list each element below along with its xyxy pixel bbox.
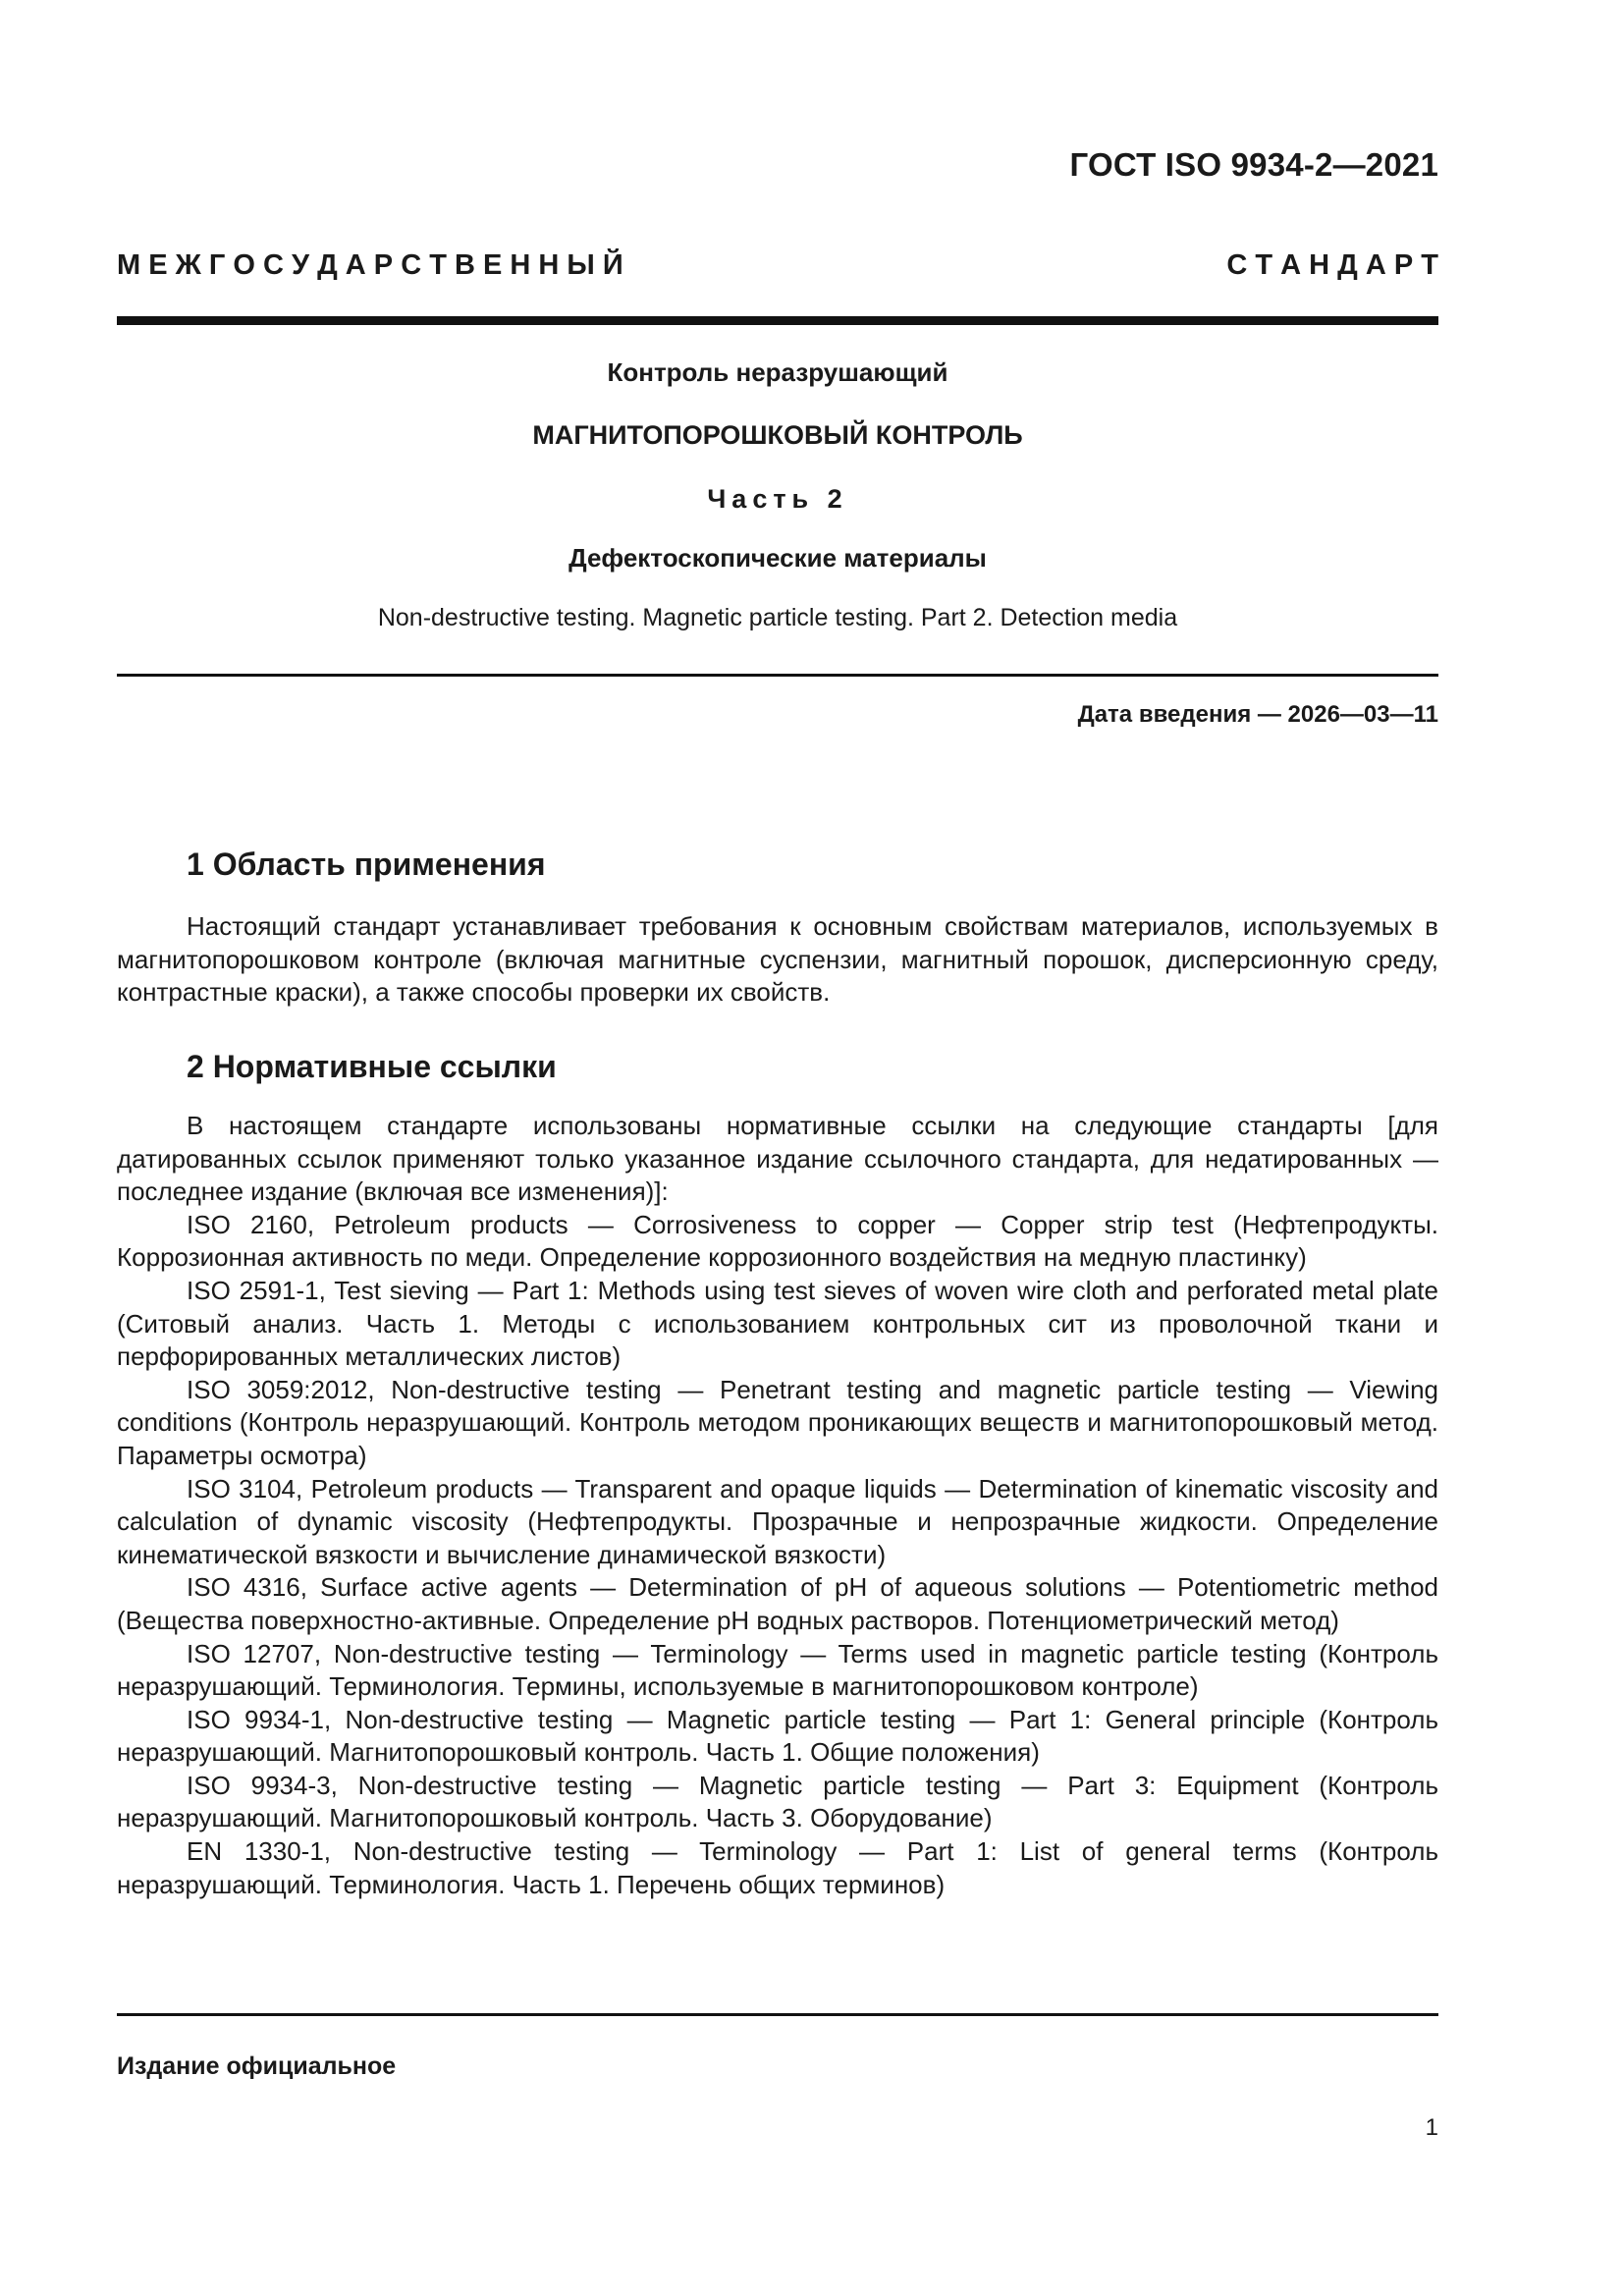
reference-item: ISO 12707, Non-destructive testing — Terminology — Terms used in magnetic particle testing (Контроль неразрушающий. Терминология. Термины, используемые в магнитопорошковом контроле)	[117, 1638, 1438, 1702]
standard-type-banner	[117, 249, 1438, 282]
document-title: Контроль неразрушающий	[607, 357, 948, 387]
document-title-english: Non-destructive testing. Magnetic particle testing. Part 2. Detection media	[377, 604, 1178, 631]
reference-item: ISO 3104, Petroleum products — Transparent and opaque liquids — Determination of kinematic viscosity and calculation of dynamic viscosity (Нефтепродукты. Прозрачные и непрозрачные жидкости. Определение кинематической вязкости и вычисление динамической вязкости)	[117, 1473, 1438, 1569]
reference-item: ISO 2591-1, Test sieving — Part 1: Methods using test sieves of woven wire cloth and perforated metal plate (Ситовый анализ. Часть 1. Методы с использованием контрольных сит из проволочной ткани и перфорированных металлических листов)	[117, 1275, 1438, 1372]
reference-item: EN 1330-1, Non-destructive testing — Terminology — Part 1: List of general terms (Контроль неразрушающий. Терминология. Часть 1. Перечень общих терминов)	[117, 1836, 1438, 1899]
document-page	[117, 0, 1438, 2296]
paragraph: В настоящем стандарте использованы нормативные ссылки на следующие стандарты [для датированных ссылок применяют только указанное издание ссылочного стандарта, для недатированных — последнее издание (включая все изменения)]:	[117, 1111, 1438, 1207]
document-part: Часть 2	[707, 484, 848, 514]
footer-divider	[117, 2013, 1438, 2016]
reference-item: ISO 9934-1, Non-destructive testing — Magnetic particle testing — Part 1: General principle (Контроль неразрушающий. Магнитопорошковый контроль. Часть 1. Общие положения)	[117, 1704, 1438, 1768]
page-number: 1	[1425, 2114, 1438, 2141]
edition-label: Издание официальное	[117, 2052, 397, 2080]
document-subtitle: МАГНИТОПОРОШКОВЫЙ КОНТРОЛЬ	[532, 420, 1023, 450]
title-divider	[117, 674, 1438, 677]
paragraph: Настоящий стандарт устанавливает требования к основным свойствам материалов, используемых в магнитопорошковом контроле (включая магнитные суспензии, магнитный порошок, дисперсионную среду, контрастные краски), а также способы проверки их свойств.	[117, 911, 1438, 1008]
section-1-body	[117, 910, 1438, 1010]
standard-type-word-2: С Т А Н Д А Р Т	[1226, 249, 1438, 281]
introduction-date: Дата введения — 2026—03—11	[1077, 701, 1438, 728]
standard-number: ГОСТ ISO 9934-2—2021	[1069, 146, 1438, 183]
section-1-heading: 1 Область применения	[187, 847, 546, 882]
reference-item: ISO 2160, Petroleum products — Corrosiveness to copper — Copper strip test (Нефтепродукты. Коррозионная активность по меди. Определение коррозионного воздействия на медную пластинку)	[117, 1209, 1438, 1273]
reference-item: ISO 4316, Surface active agents — Determination of pH of aqueous solutions — Potentiometric method (Вещества поверхностно-активные. Определение pH водных растворов. Потенциометрический метод)	[117, 1572, 1438, 1635]
header-divider-thick	[117, 316, 1438, 325]
reference-item: ISO 3059:2012, Non-destructive testing — Penetrant testing and magnetic particle testing — Viewing conditions (Контроль неразрушающий. Контроль методом проникающих веществ и магнитопорошковый метод. Параметры осмотра)	[117, 1374, 1438, 1470]
document-part-name: Дефектоскопические материалы	[568, 543, 987, 573]
standard-type-word-1: М Е Ж Г О С У Д А Р С Т В Е Н Н Ы Й	[117, 249, 623, 281]
reference-item: ISO 9934-3, Non-destructive testing — Magnetic particle testing — Part 3: Equipment (Контроль неразрушающий. Магнитопорошковый контроль. Часть 3. Оборудование)	[117, 1770, 1438, 1833]
section-2-heading: 2 Нормативные ссылки	[187, 1049, 557, 1084]
section-2-body	[117, 1110, 1438, 1901]
